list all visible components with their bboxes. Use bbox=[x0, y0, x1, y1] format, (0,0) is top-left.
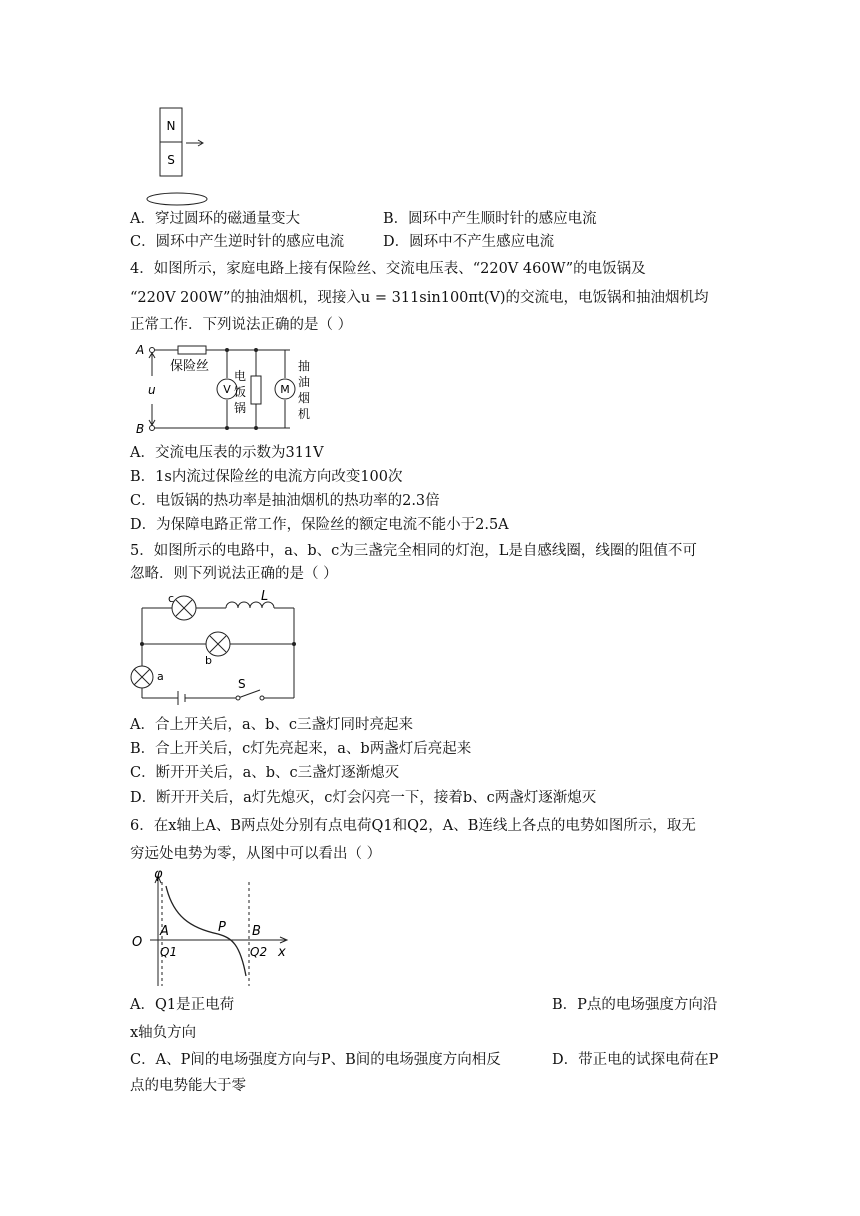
q5-option-c: C．断开开关后，a、b、c三盏灯逐渐熄灭 bbox=[130, 765, 400, 781]
origin-label: O bbox=[132, 935, 143, 950]
q6-stem-line-2: 穷远处电势为零，从图中可以看出（ ） bbox=[130, 846, 382, 862]
q4-stem-line-1: 4．如图所示，家庭电路上接有保险丝、交流电压表、“220V 460W”的电饭锅及 bbox=[130, 261, 646, 277]
inductor-circuit-figure bbox=[130, 588, 305, 706]
motor-label: M bbox=[280, 383, 290, 396]
q5-option-d: D．断开开关后，a灯先熄灭，c灯会闪亮一下，接着b、c两盏灯逐渐熄灭 bbox=[130, 790, 597, 806]
hood-char-4: 机 bbox=[298, 407, 311, 421]
phi-axis-label: φ bbox=[154, 868, 163, 882]
household-circuit-figure bbox=[130, 340, 330, 440]
q6-stem-line-1: 6．在x轴上A、B两点处分别有点电荷Q1和Q2，A、B连线上各点的电势如图所示，取无 bbox=[130, 818, 696, 834]
lamp-c-label: c bbox=[168, 592, 175, 605]
q4-stem-line-3: 正常工作．下列说法正确的是（ ） bbox=[130, 317, 353, 333]
cooker-resistor bbox=[251, 376, 261, 404]
household-circuit-diagram bbox=[130, 340, 330, 440]
charge-q2-label: Q2 bbox=[250, 945, 268, 959]
q6-option-b-part-2: x轴负方向 bbox=[130, 1025, 197, 1041]
q6-option-b-part-1: B．P点的电场强度方向沿 bbox=[552, 997, 718, 1013]
cooker-char-3: 锅 bbox=[234, 401, 247, 415]
fuse-symbol bbox=[178, 346, 206, 354]
q4-option-a: A．交流电压表的示数为311V bbox=[130, 445, 324, 461]
q5-stem-line-1: 5．如图所示的电路中，a、b、c为三盏完全相同的灯泡，L是自感线圈，线圈的阻值不可 bbox=[130, 543, 697, 559]
hood-char-2: 油 bbox=[298, 375, 311, 389]
circuit-label-a: A bbox=[136, 343, 145, 357]
hood-char-1: 抽 bbox=[298, 359, 311, 373]
voltage-label-u: u bbox=[148, 383, 156, 397]
q5-stem-line-2: 忽略．则下列说法正确的是（ ） bbox=[130, 566, 338, 582]
fuse-label: 保险丝 bbox=[170, 359, 210, 374]
switch-lever bbox=[238, 690, 260, 698]
switch-label: S bbox=[238, 677, 246, 691]
magnet-ring-diagram bbox=[140, 100, 230, 210]
lamp-a-label: a bbox=[157, 670, 164, 683]
x-axis-label: x bbox=[278, 945, 286, 960]
terminal-b bbox=[150, 426, 155, 431]
magnet-north-label: N bbox=[166, 119, 176, 133]
hood-char-3: 烟 bbox=[298, 391, 311, 405]
cooker-char-2: 饭 bbox=[234, 385, 247, 399]
q4-option-c: C．电饭锅的热功率是抽油烟机的热功率的2.3倍 bbox=[130, 493, 440, 509]
q4-option-d: D．为保障电路正常工作，保险丝的额定电流不能小于2.5A bbox=[130, 517, 509, 533]
lamp-b-label: b bbox=[205, 654, 212, 667]
inductor-circuit-diagram bbox=[130, 588, 305, 706]
point-a-label: A bbox=[160, 924, 169, 939]
potential-graph-figure bbox=[128, 868, 298, 992]
q3-option-c: C．圆环中产生逆时针的感应电流 bbox=[130, 234, 345, 250]
potential-graph bbox=[128, 868, 298, 992]
q6-option-d-part-1: D．带正电的试探电荷在P bbox=[552, 1052, 719, 1068]
q6-option-c: C．A、P间的电场强度方向与P、B间的电场强度方向相反 bbox=[130, 1052, 501, 1068]
magnet-south-label: S bbox=[167, 153, 175, 167]
q5-option-b: B．合上开关后，c灯先亮起来，a、b两盏灯后亮起来 bbox=[130, 741, 472, 757]
magnet-ring-figure bbox=[140, 100, 230, 210]
inductor-label: L bbox=[261, 589, 269, 604]
terminal-a bbox=[150, 348, 155, 353]
point-b-label: B bbox=[252, 924, 261, 939]
metal-ring bbox=[147, 193, 207, 205]
circuit-label-b: B bbox=[136, 422, 145, 436]
q6-option-a: A．Q1是正电荷 bbox=[130, 997, 235, 1013]
point-p-label: P bbox=[218, 920, 226, 935]
q3-option-d: D．圆环中不产生感应电流 bbox=[383, 234, 555, 250]
q5-option-a: A．合上开关后，a、b、c三盏灯同时亮起来 bbox=[130, 717, 414, 733]
charge-q1-label: Q1 bbox=[160, 945, 178, 959]
q4-stem-line-2: “220V 200W”的抽油烟机，现接入u = 311sin100πt(V)的交流电，电饭锅和抽油烟机均 bbox=[130, 290, 709, 306]
cooker-char-1: 电 bbox=[234, 369, 247, 383]
q4-option-b: B．1s内流过保险丝的电流方向改变100次 bbox=[130, 469, 403, 485]
voltmeter-label: V bbox=[223, 383, 231, 396]
q3-option-a: A．穿过圆环的磁通量变大 bbox=[130, 211, 300, 227]
q6-option-d-part-2: 点的电势能大于零 bbox=[130, 1078, 246, 1094]
q3-option-b: B．圆环中产生顺时针的感应电流 bbox=[383, 211, 597, 227]
potential-curve bbox=[166, 886, 246, 976]
